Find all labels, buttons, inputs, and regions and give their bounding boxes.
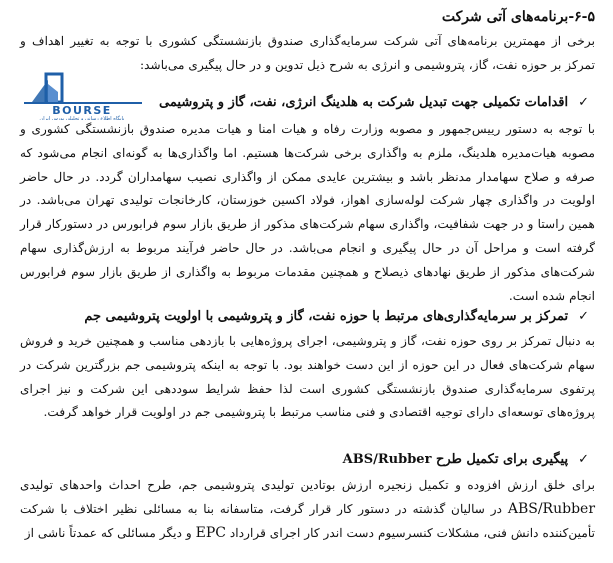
item2-title-row: [84, 306, 589, 328]
item3-title-prefix: پیگیری برای تکمیل طرح: [435, 452, 569, 467]
item3-title-row: [343, 449, 589, 471]
item3-code-epc: EPC: [195, 524, 226, 541]
item3-line3a: تأمین‌کننده دانش فنی، مشکلات کنسرسیوم دست اندر کار اجرای قرارداد: [229, 525, 595, 540]
item3-code-abs: ABS/Rubber: [507, 500, 596, 517]
item3-line1: برای خلق ارزش افزوده و تکمیل زنجیره ارزش بوتادین تولیدی پتروشیمی جم، طرح احداث واحدهای تولیدی: [20, 478, 595, 492]
item1-title: اقدامات تکمیلی جهت تبدیل شرکت به هلدینگ انرژی، نفت، گاز و پتروشیمی: [159, 95, 569, 110]
item2-title: تمرکز بر سرمایه‌گذاری‌های مرتبط با حوزه نفت، گاز و پتروشیمی با اولویت پتروشیمی جم: [84, 309, 569, 324]
item2-paragraph: به دنبال تمرکز بر روی حوزه نفت، گاز و پتروشیمی، اجرای پروژه‌هایی با بازدهی مناسب و همچنین خرید و فروش سهام شرکت‌های فعال در این حوزه از این دست خواهند بود. با توجه به اینکه پتروشیمی جم بزرگترین شرکت در پرتفوی سرمایه‌گذاری صندوق بازنشستگی کشوری است لذا حفظ شرایط سوددهی این شرکت و نیز اجرای پروژه‌های توسعه‌ای دارای توجیه اقتصادی و فنی مناسب مرتبط با پتروشیمی جم در اولویت قرار خواهد گرفت.: [20, 334, 595, 420]
item3-line2: در سالیان گذشته در دستور کار قرار گرفت، متاسفانه بنا به مسائلی نظیر اختلاف با شرکت: [20, 501, 503, 516]
logo-brand: BOURSE: [52, 104, 112, 117]
intro-paragraph: برخی از مهمترین برنامه‌های آتی شرکت سرمایه‌گذاری صندوق بازنشستگی کشوری با توجه به تغییر اهداف و تمرکز بر حوزه نفت، گاز، پتروشیمی و انرژی به شرح ذیل تدوین و در حال پیگیری می‌باشد:: [20, 34, 595, 72]
section-heading: ۶-۵-برنامه‌های آتی شرکت: [441, 9, 595, 25]
logo-caption: پایگاه اطلاع رسانی و تحلیلی بورس ایران: [39, 116, 125, 120]
check-icon: ✓: [578, 95, 589, 110]
bourse-logo-graphic: [18, 72, 148, 120]
item1-paragraph: با توجه به دستور رییس‌جمهور و مصوبه وزارت رفاه و هیات امنا و هیات مدیره صندوق بازنشستگی کشوری و مصوبه هیات‌مدیره هلدینگ، ملزم به واگذاری برخی شرکت‌ها هستیم. اما واگذاری‌ها به گونه‌ای انجام می‌شود که صرفه و صلاح سهامدار مدنظر باشد و بیشترین عایدی ممکن از واگذاری نصیب سهامداران گردد. در حال حاضر اولویت در واگذاری چهار شرکت لوله‌سازی اهواز، فولاد اکسین خوزستان، کارخانجات تولیدی تهران می‌باشد. در همین راستا و در جهت شفافیت، واگذاری سهام شرکت‌های مذکور از طریق بازار سوم فرابورس در دستورکار قرار گرفته است و مراحل آن در حال پیگیری و انجام می‌باشد. در حال حاضر فرآیند مربوط به ارزش‌گذاری سهام شرکت‌های مذکور از طریق نهادهای ذیصلاح و همچنین مقدمات مربوط به واگذاری از طریق بازار سوم فرابورس انجام شده است.: [20, 122, 595, 303]
check-icon: ✓: [578, 309, 589, 324]
item1-title-row: [159, 92, 589, 114]
bourse-logo: [18, 72, 148, 120]
item3-title-code: ABS/Rubber: [342, 452, 432, 467]
item3-paragraph: [20, 474, 595, 545]
item3-line3b: و دیگر مسائلی که عمدتاً ناشی از: [24, 525, 192, 540]
item3-title: [343, 449, 568, 471]
check-icon: ✓: [578, 452, 589, 467]
